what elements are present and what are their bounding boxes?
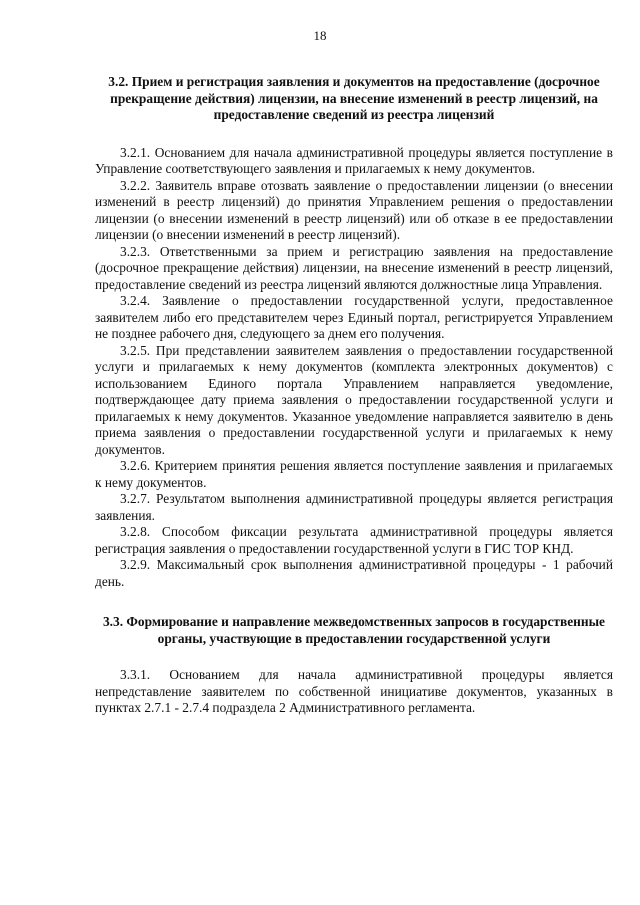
- paragraph-3-2-4: 3.2.4. Заявление о предоставлении государственной услуги, предоставленное заявителем либо его представителем через Единый портал, регистрируется Управлением не позднее рабочего дня, следующего за днем его получения.: [95, 293, 613, 341]
- page-number: 18: [313, 28, 327, 43]
- section-heading-3-3: 3.3. Формирование и направление межведомственных запросов в государственные органы, участвующие в предоставлении государственной услуги: [102, 614, 605, 646]
- paragraph-3-3-1: 3.3.1. Основанием для начала административной процедуры является непредставление заявителем по собственной инициативе документов, указанных в пунктах 2.7.1 - 2.7.4 подраздела 2 Административного регламента.: [95, 667, 613, 715]
- paragraph-3-2-8: 3.2.8. Способом фиксации результата административной процедуры является регистрация заявления о предоставлении государственной услуги в ГИС ТОР КНД.: [95, 524, 613, 556]
- paragraph-3-2-5: 3.2.5. При представлении заявителем заявления о предоставлении государственной услуги и прилагаемых к нему документов (комплекта электронных документов) с использованием Единого портала Управлением направляется уведомление, подтверждающее дату приема заявления о предоставлении государственной услуги и прилагаемых к нему документов. Указанное уведомление направляется заявителю в день приема заявления о предоставлении государственной услуги и прилагаемых к нему документов.: [95, 342, 613, 457]
- paragraph-3-2-1: 3.2.1. Основанием для начала административной процедуры является поступление в Управление соответствующего заявления и прилагаемых к нему документов.: [95, 144, 613, 176]
- paragraph-3-2-9: 3.2.9. Максимальный срок выполнения административной процедуры - 1 рабочий день.: [95, 557, 613, 589]
- document-body: [95, 74, 613, 717]
- paragraph-3-2-3: 3.2.3. Ответственными за прием и регистрацию заявления на предоставление (досрочное прекращение действия) лицензии, на внесение изменений в реестр лицензий, предоставление сведений из реестра лицензий являются должностные лица Управления.: [95, 243, 613, 292]
- paragraph-3-2-2: 3.2.2. Заявитель вправе отозвать заявление о предоставлении лицензии (о внесении изменений в реестр лицензий) до принятия Управлением решения о предоставлении лицензии (о внесении изменений в реестр лицензий) или об отказе в ее предоставлении лицензии (о внесении изменений в реестр лицензий).: [95, 177, 613, 242]
- paragraph-3-2-7: 3.2.7. Результатом выполнения административной процедуры является регистрация заявления.: [95, 491, 613, 523]
- section-heading-3-2: 3.2. Прием и регистрация заявления и документов на предоставление (досрочное прекращение действия) лицензии, на внесение изменений в реестр лицензий, на предоставление сведений из реестра лицензий: [108, 74, 600, 122]
- paragraph-3-2-6: 3.2.6. Критерием принятия решения является поступление заявления и прилагаемых к нему документов.: [95, 458, 613, 490]
